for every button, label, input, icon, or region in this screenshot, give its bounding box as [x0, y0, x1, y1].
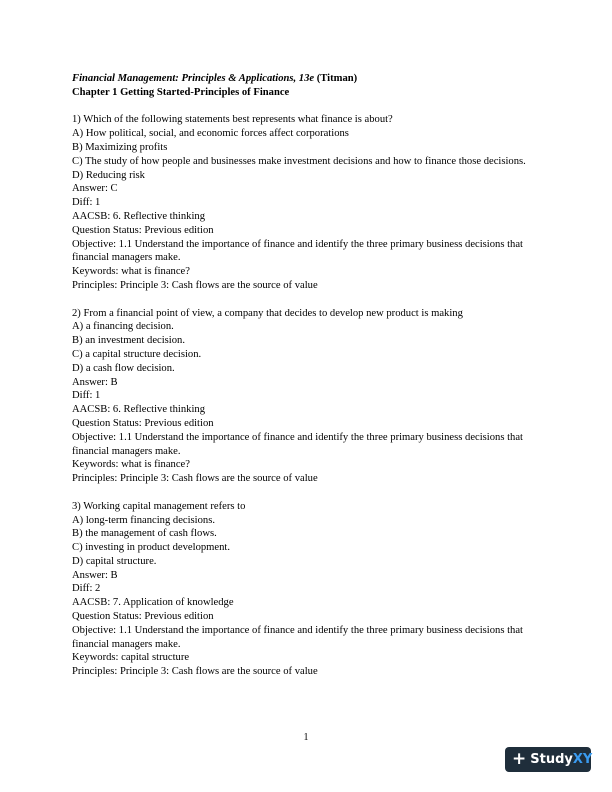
book-title-author: (Titman) — [314, 73, 358, 84]
book-title — [72, 72, 542, 86]
question-text: 1) Which of the following statements best represents what finance is about? — [72, 114, 393, 126]
page-number: 1 — [303, 732, 309, 743]
option-d: D) Reducing risk — [72, 169, 145, 181]
answer: Answer: B — [72, 376, 118, 388]
studyxy-badge[interactable] — [505, 747, 591, 772]
question-status: Question Status: Previous edition — [72, 224, 214, 236]
question-block-2 — [72, 307, 542, 486]
question-text: 2) From a financial point of view, a company that decides to develop new product is making — [72, 307, 463, 319]
principles: Principles: Principle 3: Cash flows are the source of value — [72, 279, 318, 291]
objective: Objective: 1.1 Understand the importance of finance and identify the three primary business decisions that financial managers make. — [72, 238, 523, 264]
answer: Answer: C — [72, 183, 118, 195]
objective: Objective: 1.1 Understand the importance of finance and identify the three primary business decisions that financial managers make. — [72, 431, 523, 457]
option-c: C) The study of how people and businesses make investment decisions and how to finance those decisions. — [72, 155, 526, 167]
book-title-italic: Financial Management: Principles & Applications, 13e — [72, 73, 315, 84]
option-c: C) a capital structure decision. — [72, 348, 202, 360]
keywords: Keywords: what is finance? — [72, 459, 190, 471]
option-a: A) How political, social, and economic forces affect corporations — [72, 128, 349, 140]
answer: Answer: B — [72, 569, 118, 581]
aacsb: AACSB: 6. Reflective thinking — [72, 210, 206, 222]
option-b: B) the management of cash flows. — [72, 528, 217, 540]
objective: Objective: 1.1 Understand the importance of finance and identify the three primary business decisions that financial managers make. — [72, 624, 523, 650]
aacsb: AACSB: 7. Application of knowledge — [72, 597, 234, 609]
question-text: 3) Working capital management refers to — [72, 500, 246, 512]
plus-icon: + — [512, 749, 527, 769]
option-a: A) a financing decision. — [72, 321, 174, 333]
option-b: B) an investment decision. — [72, 335, 185, 347]
document-body — [72, 72, 542, 679]
principles: Principles: Principle 3: Cash flows are the source of value — [72, 666, 318, 678]
question-status: Question Status: Previous edition — [72, 611, 214, 623]
difficulty: Diff: 1 — [72, 390, 101, 402]
badge-label-study: Study — [530, 752, 573, 767]
difficulty: Diff: 1 — [72, 197, 101, 209]
question-block-1 — [72, 113, 542, 292]
option-a: A) long-term financing decisions. — [72, 514, 215, 526]
question-status: Question Status: Previous edition — [72, 417, 214, 429]
principles: Principles: Principle 3: Cash flows are the source of value — [72, 473, 318, 485]
keywords: Keywords: capital structure — [72, 652, 190, 664]
option-c: C) investing in product development. — [72, 542, 230, 554]
option-b: B) Maximizing profits — [72, 141, 168, 153]
option-d: D) capital structure. — [72, 555, 157, 567]
badge-label-xy: XY — [572, 752, 593, 767]
keywords: Keywords: what is finance? — [72, 266, 190, 278]
question-block-3 — [72, 500, 542, 679]
aacsb: AACSB: 6. Reflective thinking — [72, 404, 206, 416]
difficulty: Diff: 2 — [72, 583, 101, 595]
option-d: D) a cash flow decision. — [72, 362, 175, 374]
chapter-title: Chapter 1 Getting Started-Principles of Finance — [72, 86, 290, 98]
